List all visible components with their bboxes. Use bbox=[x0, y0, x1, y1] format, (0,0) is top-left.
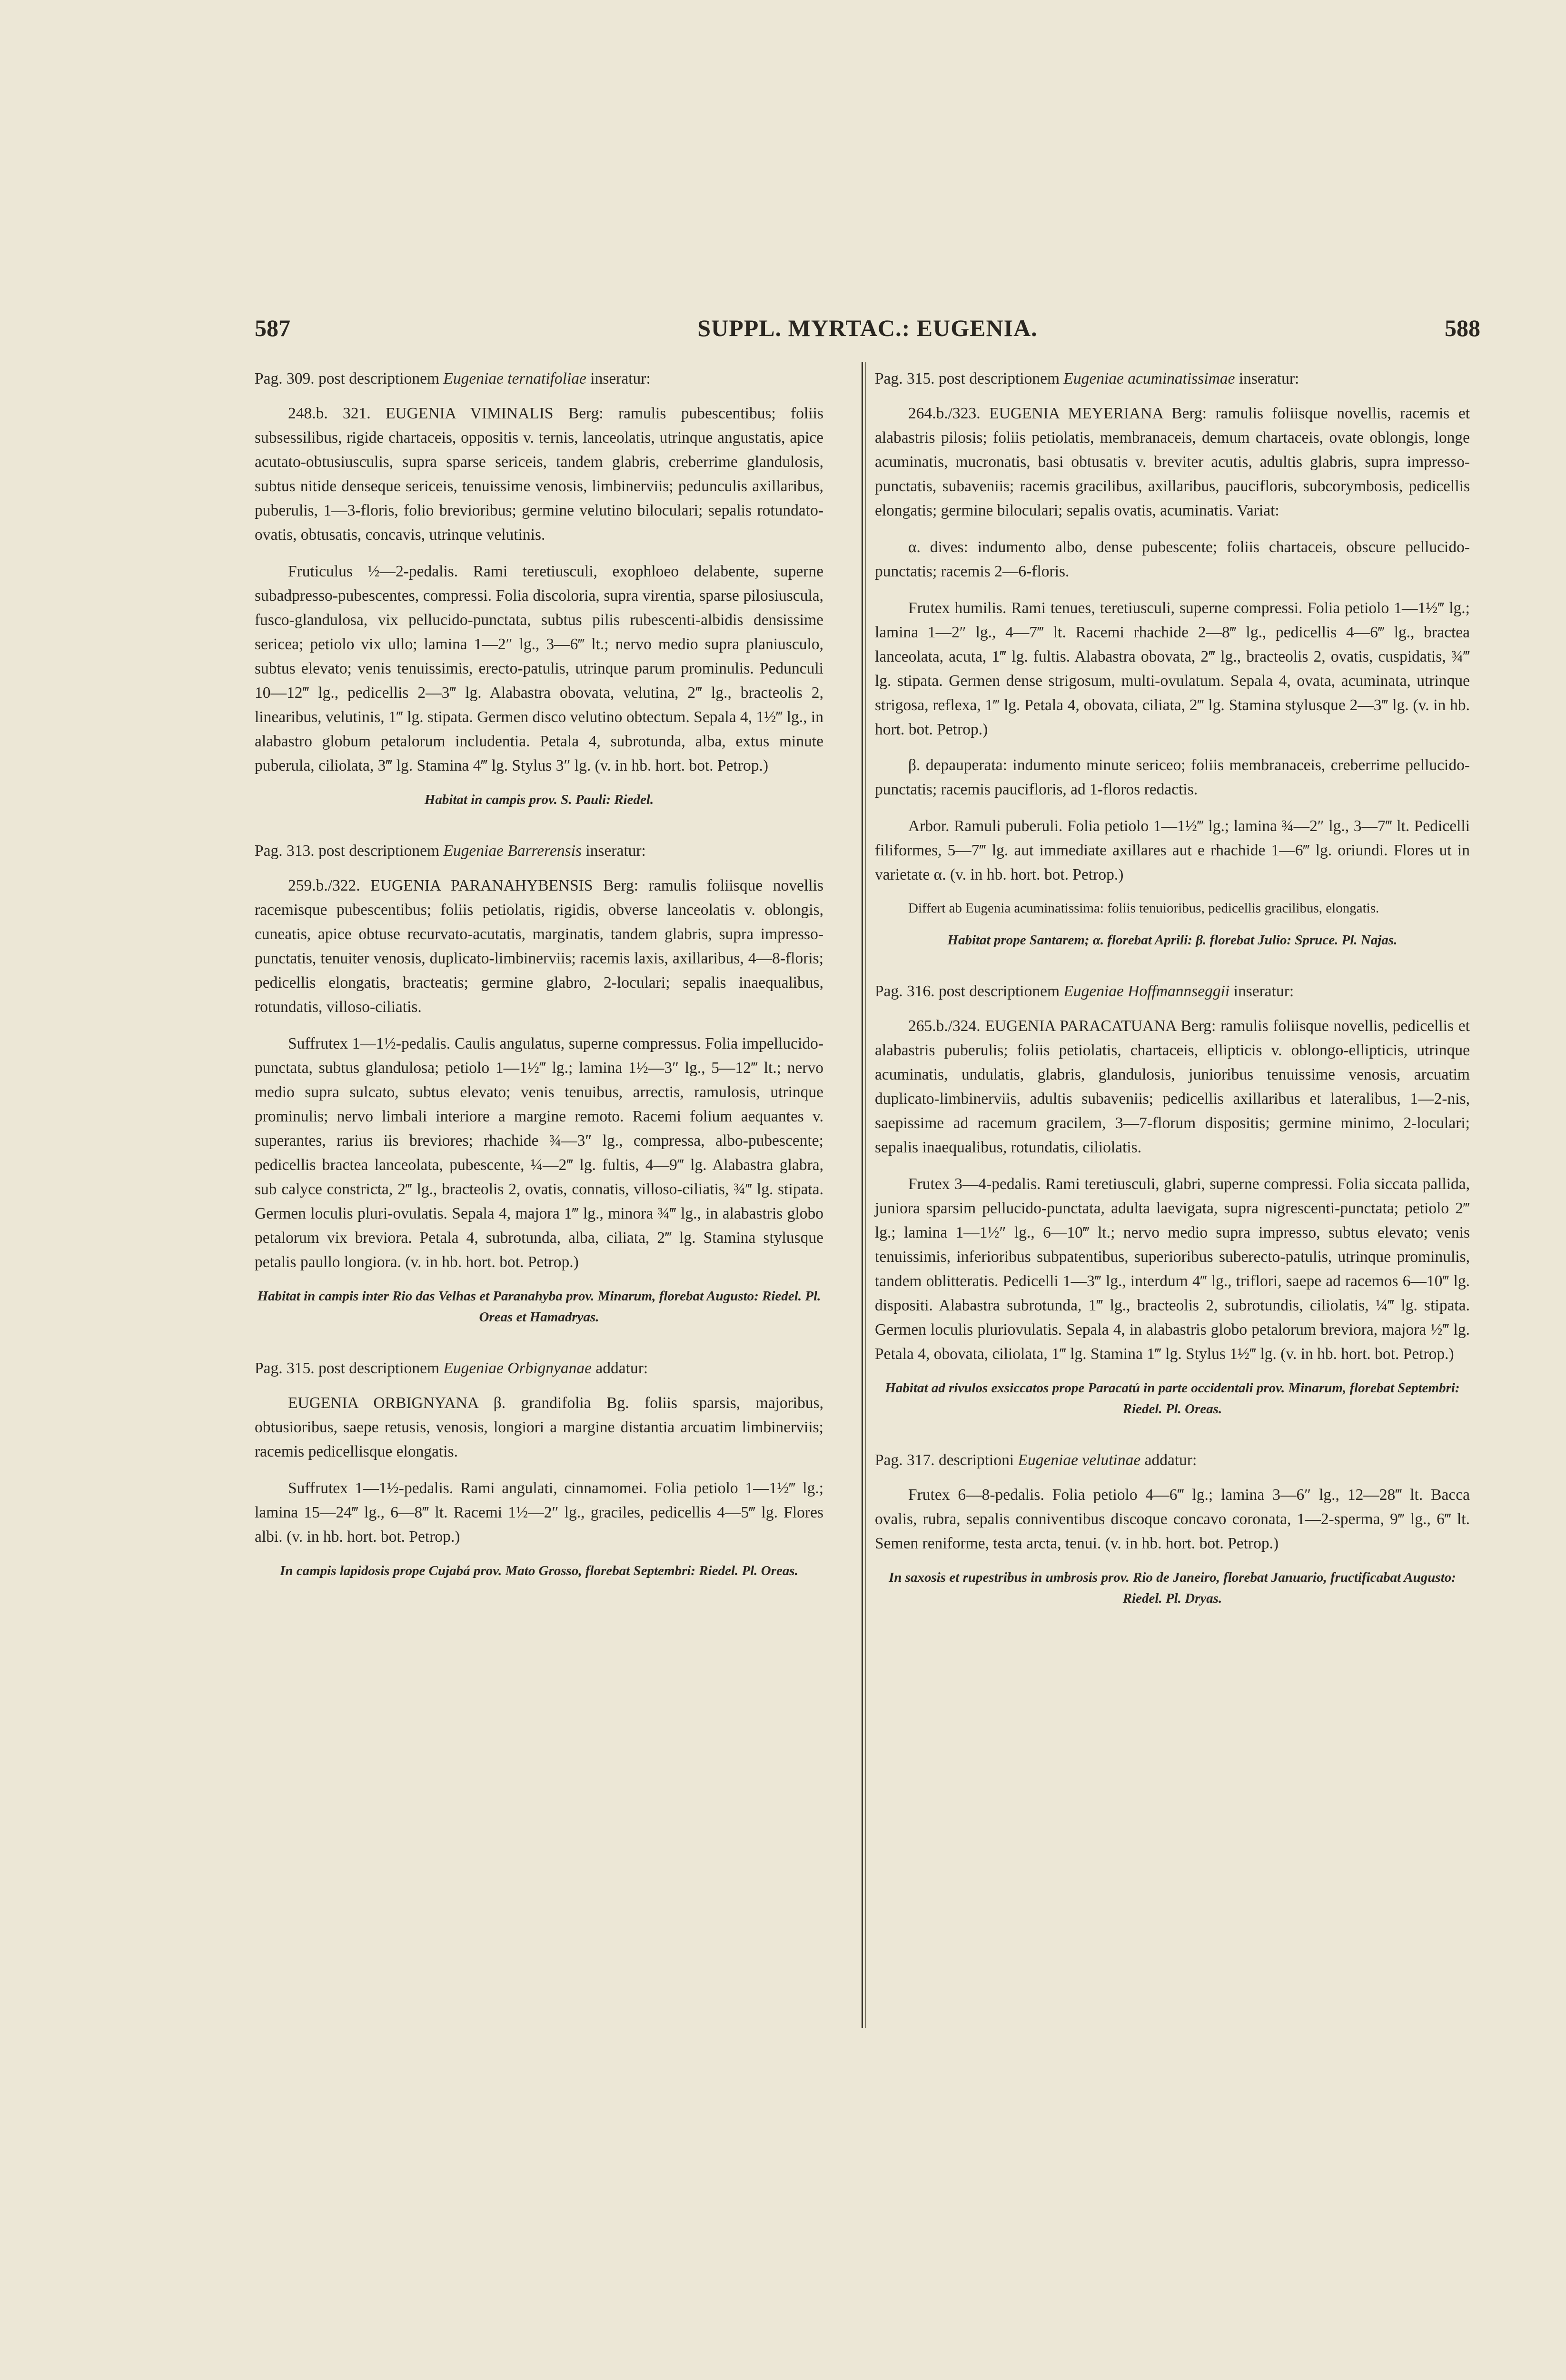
habitat-note: In campis lapidosis prope Cujabá prov. Mato Grosso, florebat Septembri: Riedel. Pl. Oreas. bbox=[280, 1563, 798, 1578]
habitat-note: In saxosis et rupestribus in umbrosis prov. Rio de Janeiro, florebat Januario, fructificabat Augusto: Riedel. Pl. Dryas. bbox=[889, 1570, 1456, 1606]
column-divider-thin bbox=[865, 362, 866, 2028]
species-name: Eugeniae Barrerensis bbox=[443, 842, 582, 860]
species-diagnosis: 265.b./324. EUGENIA PARACATUANA Berg: ramulis foliisque novellis, pedicellis et alabastris puberulis; foliis petiolatis, chartaceis, ellipticis v. oblongo-ellipticis, utrinque acuminatis, undulatis, glabris, glandulosis, junioribus tenuissime venosis, arcuatim duplicato-limbinerviis, adultis subaveniis; pedicellis axillaribus et lateralibus, 1—2-nis, saepissime ad racemum gracilem, 3—7-florum dispositis; germine minimo, 2-loculari; sepalis inaequalibus, rotundatis, ciliolatis. bbox=[875, 1017, 1470, 1156]
section-intro: Pag. 315. post descriptionem Eugeniae acuminatissimae inseratur: bbox=[875, 370, 1299, 387]
species-name: Eugeniae acuminatissimae bbox=[1063, 370, 1235, 387]
species-diagnosis: 259.b./322. EUGENIA PARANAHYBENSIS Berg: ramulis foliisque novellis racemisque pubescentibus; foliis petiolatis, rigidis, obverse lanceolatis v. oblongis, cuneatis, apice obtuse recurvato-acutatis, marginatis, tandem glabris, supra impresso-punctatis, tenuiter venosis, duplicato-limbinerviis; racemis laxis, axillaribus, 4—8-floris; pedicellis elongatis, bracteatis; germine glabro, 2-loculari; sepalis inaequalibus, rotundatis, villoso-ciliatis. bbox=[255, 877, 823, 1016]
species-diagnosis: 248.b. 321. EUGENIA VIMINALIS Berg: ramulis pubescentibus; foliis subsessilibus, rigide chartaceis, oppositis v. ternis, lanceolatis, utrinque angustatis, apice acutato-obtusiusculis, supra sparse sericeis, tandem glabris, creberrime glandulosis, subtus nitide denseque sericeis, tenuissime venosis, limbinerviis; pedunculis axillaribus, puberulis, 1—3-floris, folio brevioribus; germine velutino biloculari; sepalis rotundato-ovatis, obtusatis, concavis, utrinque velutinis. bbox=[255, 405, 823, 544]
variety-beta-description: Arbor. Ramuli puberuli. Folia petiolo 1—1½‴ lg.; lamina ¾—2″ lg., 3—7‴ lt. Pedicelli filiformes, 5—7‴ lg. aut immediate axillares aut e rhachide 1—6‴ lg. oriundi. Flores ut in varietate α. (v. in hb. hort. bot. Petrop.) bbox=[875, 817, 1470, 883]
species-description: Suffrutex 1—1½-pedalis. Rami angulati, cinnamomei. Folia petiolo 1—1½‴ lg.; lamina 15—24‴ lg., 6—8‴ lt. Racemi 1½—2″ lg., graciles, pedicellis 4—5‴ lg. Flores albi. (v. in hb. hort. bot. Petrop.) bbox=[255, 1479, 823, 1546]
running-title: SUPPL. MYRTAC.: EUGENIA. bbox=[697, 315, 1038, 341]
species-description: Frutex 3—4-pedalis. Rami teretiusculi, glabri, superne compressi. Folia siccata pallida, juniora sparsim pellucido-punctata, adulta laevigata, supra nigrescenti-punctata; petiolo 2‴ lg.; lamina 1—1½″ lg., 6—10‴ lt.; nervo medio supra impresso, subtus elevato; venis tenuissimis, inferioribus subpatentibus, superioribus suberecto-patulis, utrinque prominulis, tandem oblitteratis. Pedicelli 1—3‴ lg., interdum 4‴ lg., triflori, saepe ad racemos 6—10‴ lg. dispositi. Alabastra subrotunda, 1‴ lg., bracteolis 2, subrotundis, ciliolatis, ¼‴ lg. stipata. Germen loculis pluriovulatis. Sepala 4, in alabastris globo petalorum breviora, majora ½‴ lg. Petala 4, obovata, ciliolata, 1‴ lg. Stamina 1‴ lg. Stylus 1½‴ lg. (v. in hb. hort. bot. Petrop.) bbox=[875, 1175, 1470, 1363]
species-diagnosis: 264.b./323. EUGENIA MEYERIANA Berg: ramulis foliisque novellis, racemis et alabastris pilosis; foliis petiolatis, membranaceis, demum chartaceis, ovate oblongis, longe acuminatis, mucronatis, basi obtusatis v. breviter acutis, adultis glabris, supra impresso-punctatis, subaveniis; racemis gracilibus, axillaribus, paucifloris, subcorymbosis, pedicellis elongatis; germine biloculari; sepalis ovatis, acuminatis. Variat: bbox=[875, 405, 1470, 519]
species-name: Eugeniae ternatifoliae bbox=[443, 370, 586, 387]
variety-beta: β. depauperata: indumento minute sericeo; foliis membranaceis, creberrime pellucido-punctatis; racemis paucifloris, ad 1-floros redactis. bbox=[875, 756, 1470, 798]
species-name: Eugeniae Hoffmannseggii bbox=[1063, 982, 1230, 1000]
page-number-right: 588 bbox=[1445, 315, 1480, 341]
section-intro: Pag. 313. post descriptionem Eugeniae Barrerensis inseratur: bbox=[255, 842, 646, 860]
right-column bbox=[875, 367, 1470, 1637]
habitat-note: Habitat prope Santarem; α. florebat Aprili: β. florebat Julio: Spruce. Pl. Najas. bbox=[947, 932, 1398, 948]
left-column bbox=[255, 367, 823, 1610]
species-description: Suffrutex 1—1½-pedalis. Caulis angulatus, superne compressus. Folia impellucido-punctata, subtus glandulosa; petiolo 1—1½‴ lg.; lamina 1½—3″ lg., 5—12‴ lt.; nervo medio supra sulcato, subtus elevato; venis tenuibus, arrectis, ramulosis, utrinque prominulis; nervo limbali interiore a margine remoto. Racemi folium aequantes v. superantes, rarius iis breviores; rhachide ¾—3″ lg., compressa, albo-pubescente; pedicellis bractea lanceolata, pubescente, ¼—2‴ lg. fultis, 4—9‴ lg. Alabastra glabra, sub calyce constricta, 2‴ lg., bracteolis 2, ovatis, connatis, villoso-ciliatis, ¾‴ lg. stipata. Germen loculis pluri-ovulatis. Sepala 4, majora 1‴ lg., minora ¾‴ lg., in alabastris globo petalorum vix breviora. Petala 4, subrotunda, alba, ciliata, 2‴ lg. Stamina stylusque petalis paullo longiora. (v. in hb. hort. bot. Petrop.) bbox=[255, 1035, 823, 1271]
section-intro: Pag. 317. descriptioni Eugeniae velutinae addatur: bbox=[875, 1451, 1197, 1469]
page-number-left: 587 bbox=[255, 315, 290, 341]
species-name: Eugeniae Orbignyanae bbox=[443, 1359, 592, 1377]
section-intro: Pag. 315. post descriptionem Eugeniae Orbignyanae addatur: bbox=[255, 1359, 648, 1377]
section-intro: Pag. 316. post descriptionem Eugeniae Hoffmannseggii inseratur: bbox=[875, 982, 1294, 1000]
habitat-note: Habitat in campis inter Rio das Velhas et Paranahyba prov. Minarum, florebat Augusto: Riedel. Pl. Oreas et Hamadryas. bbox=[257, 1289, 821, 1325]
habitat-note: Habitat in campis prov. S. Pauli: Riedel. bbox=[424, 792, 654, 807]
running-header bbox=[255, 314, 1480, 352]
variety-alpha-description: Frutex humilis. Rami tenues, teretiusculi, superne compressi. Folia petiolo 1—1½‴ lg.; lamina 1—2″ lg., 4—7‴ lt. Racemi rhachide 2—8‴ lg., pedicellis 4—6‴ lg., bractea lanceolata, acuta, 1‴ lg. fultis. Alabastra obovata, 2‴ lg., bracteolis 2, ovatis, cuspidatis, ¾‴ lg. stipata. Germen dense strigosum, multi-ovulatum. Sepala 4, ovata, acuminata, utrinque strigosa, reflexa, 1‴ lg. Petala 4, obovata, ciliata, 2‴ lg. Stamina stylusque 2—3‴ lg. (v. in hb. hort. bot. Petrop.) bbox=[875, 599, 1470, 738]
variety-alpha: α. dives: indumento albo, dense pubescente; foliis chartaceis, obscure pellucido-punctatis; racemis 2—6-floris. bbox=[875, 538, 1470, 580]
column-divider bbox=[862, 362, 863, 2028]
species-diagnosis: EUGENIA ORBIGNYANA β. grandifolia Bg. foliis sparsis, majoribus, obtusioribus, saepe retusis, venosis, longiori a margine distantia arcuatim limbinerviis; racemis pedicellisque elongatis. bbox=[255, 1394, 823, 1460]
habitat-note: Habitat ad rivulos exsiccatos prope Paracatú in parte occidentali prov. Minarum, florebat Septembri: Riedel. Pl. Oreas. bbox=[885, 1380, 1460, 1417]
species-description: Frutex 6—8-pedalis. Folia petiolo 4—6‴ lg.; lamina 3—6″ lg., 12—28‴ lt. Bacca ovalis, rubra, sepalis conniventibus discoque concavo coronata, 1—2-sperma, 9‴ lg., 6‴ lt. Semen reniforme, testa arcta, tenui. (v. in hb. hort. bot. Petrop.) bbox=[875, 1486, 1470, 1552]
differential-note: Differt ab Eugenia acuminatissima: foliis tenuioribus, pedicellis gracilibus, elongatis. bbox=[908, 901, 1379, 916]
species-description: Fruticulus ½—2-pedalis. Rami teretiusculi, exophloeo delabente, superne subadpresso-pubescentes, compressi. Folia discoloria, supra virentia, sparse pilosiuscula, fusco-glandulosa, vix pellucido-punctata, subtus pilis rubescenti-albidis densissime sericea; petiolo vix ullo; lamina 1—2″ lg., 3—6‴ lt.; nervo medio supra planiusculo, subtus elevato; venis tenuissimis, erecto-patulis, utrinque parum prominulis. Pedunculi 10—12‴ lg., pedicellis 2—3‴ lg. Alabastra obovata, velutina, 2‴ lg., bracteolis 2, linearibus, velutinis, 1‴ lg. stipata. Germen disco velutino obtectum. Sepala 4, 1½‴ lg., in alabastro globum petalorum includentia. Petala 4, subrotunda, alba, extus minute puberula, ciliolata, 3‴ lg. Stamina 4‴ lg. Stylus 3″ lg. (v. in hb. hort. bot. Petrop.) bbox=[255, 563, 823, 774]
species-name: Eugeniae velutinae bbox=[1018, 1451, 1141, 1469]
section-intro: Pag. 309. post descriptionem Eugeniae ternatifoliae inseratur: bbox=[255, 370, 651, 387]
